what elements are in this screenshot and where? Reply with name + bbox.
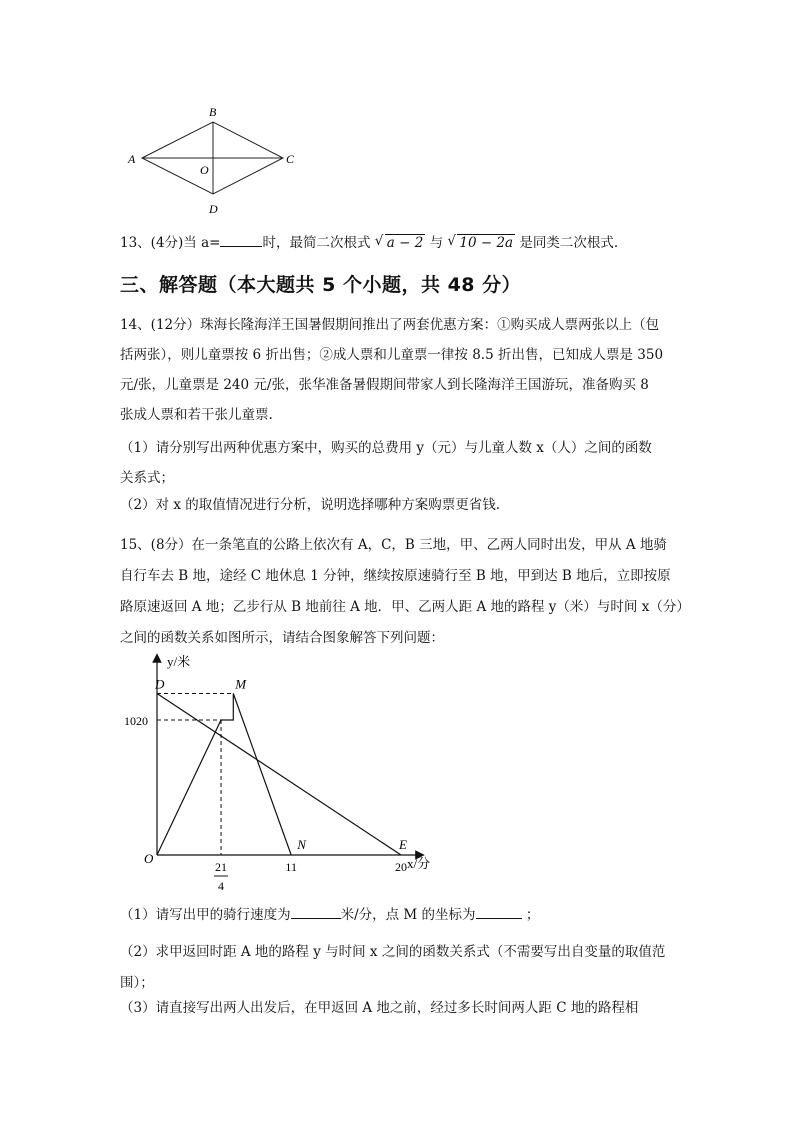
x-tick-11: 11 (285, 860, 297, 874)
q14-line-1: 14、(12分）珠海长隆海洋王国暑假期间推出了两套优惠方案：①购买成人票两张以上（包 (120, 317, 660, 333)
q13-radical-2: √ 10 − 2a (447, 233, 514, 251)
y-axis-label: y/米 (167, 654, 191, 669)
label-o: O (200, 163, 209, 177)
point-label-n: N (297, 837, 306, 852)
x-tick-frac-denominator: 4 (218, 879, 225, 893)
q14-sub-2: （2）对 x 的取值情况进行分析，说明选择哪种方案购票更省钱. (120, 497, 501, 513)
q14-line-3: 元/张，儿童票是 240 元/张，张华准备暑假期间带家人到长隆海洋王国游玩，准备购买 8 (120, 377, 649, 393)
q15-speed-blank[interactable] (291, 905, 341, 919)
q15-line-2: 自行车去 B 地，途经 C 地休息 1 分钟，继续按原速骑行至 B 地，甲到达 B 地后，立即按原 (120, 568, 671, 584)
y-tick-1020: 1020 (124, 714, 148, 728)
q13-radical-1: √ a − 2 (374, 233, 424, 251)
q15-sub-1-text-b: 米/分，点 M 的坐标为 (340, 907, 476, 923)
q15-sub-1-text-c: ； (525, 907, 540, 923)
q15-sub-1-text-a: （1）请写出甲的骑行速度为 (120, 907, 291, 923)
q14-line-2: 括两张），则儿童票按 6 折出售；②成人票和儿童票一律按 8.5 折出售，已知成人票是 350 (120, 347, 664, 363)
point-label-m: M (235, 676, 247, 692)
q15-sub-1 (120, 905, 539, 924)
q14-sub-1 (120, 433, 652, 493)
x-tick-20: 20 (395, 860, 407, 874)
q15-line-4: 之间的函数关系如图所示，请结合图象解答下列问题： (120, 630, 444, 646)
q15-sub-2-line-2: 围）； (120, 975, 154, 991)
q15-sub-2 (120, 937, 665, 999)
q13-suffix: 是同类二次根式. (519, 235, 619, 251)
point-label-o: O (144, 851, 154, 866)
q13-middle: 时，最简二次根式 (262, 235, 371, 251)
section-3-heading: 三、解答题（本大题共 5 个小题，共 48 分） (120, 274, 522, 296)
q13-prefix: 13、(4分)当 a= (120, 235, 221, 251)
q14-line-4: 张成人票和若干张儿童票. (120, 407, 273, 423)
series-yi-line (157, 694, 401, 856)
point-label-e: E (399, 837, 407, 852)
q15-sub-3: （3）请直接写出两人出发后，在甲返回 A 地之前，经过多长时间两人距 C 地的路程相 (120, 1000, 639, 1016)
label-a: A (128, 152, 136, 166)
distance-time-chart (120, 650, 450, 895)
series-jia-line (157, 694, 291, 856)
question-14 (120, 310, 663, 430)
q15-line-3: 路原速返回 A 地；乙步行从 B 地前往 A 地．甲、乙两人距 A 地的路程 y（米）与时间 x（分） (120, 599, 690, 615)
q13-answer-blank[interactable] (220, 233, 262, 247)
point-label-d: D (155, 676, 165, 692)
q15-point-m-blank[interactable] (476, 905, 522, 919)
q15-line-1: 15、(8分）在一条笔直的公路上依次有 A，C，B 三地，甲、乙两人同时出发，甲从 A 地骑 (120, 537, 667, 553)
question-13 (120, 233, 618, 252)
question-15 (120, 530, 690, 654)
label-c: C (286, 152, 295, 166)
x-tick-frac-numerator: 21 (215, 860, 228, 874)
q13-join: 与 (429, 235, 444, 251)
q14-sub-1-line-2: 关系式； (120, 470, 174, 486)
q15-sub-2-line-1: （2）求甲返回时距 A 地的路程 y 与时间 x 之间的函数关系式（不需要写出自变量的取值范 (120, 944, 666, 960)
rhombus-figure (120, 100, 310, 220)
x-axis-label: x/分 (407, 856, 431, 871)
q14-sub-1-line-1: （1）请分别写出两种优惠方案中，购买的总费用 y（元）与儿童人数 x（人）之间的函数 (120, 440, 652, 456)
label-d: D (209, 202, 218, 216)
label-b: B (209, 105, 217, 119)
